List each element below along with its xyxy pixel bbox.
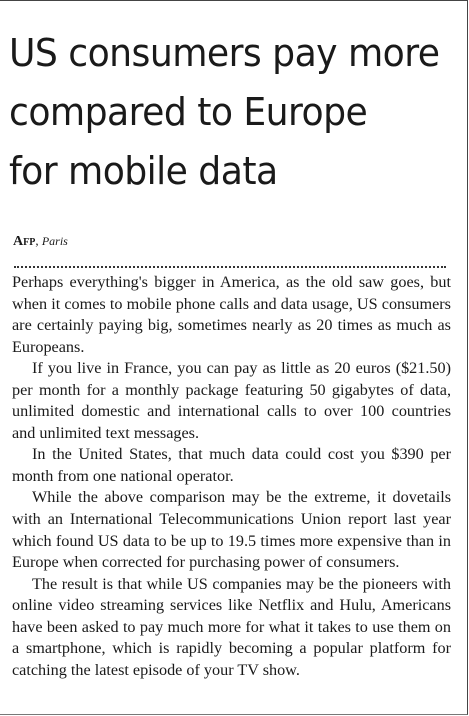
byline-city: Paris xyxy=(41,234,68,248)
headline-line-3: for mobile data xyxy=(9,149,278,194)
headline-line-1: US consumers pay more xyxy=(9,31,440,76)
paragraph-3: In the United States, that much data could cost you $390 per month from one national operator. xyxy=(12,445,451,485)
byline-agency: Afp xyxy=(13,234,36,249)
article-body xyxy=(12,272,451,681)
headline xyxy=(9,24,440,201)
paragraph-1: Perhaps everything's bigger in America, as the old saw goes, but when it comes to mobile phone calls and data usage, US consumers are certainly paying big, sometimes nearly as 20 times as much as Europeans. xyxy=(12,273,451,356)
byline xyxy=(13,233,68,250)
byline-separator: , xyxy=(35,233,39,248)
paragraph-2: If you live in France, you can pay as little as 20 euros ($21.50) per month for a monthly package featuring 50 gigabytes of data, unlimited domestic and international calls to over 100 countries and unlimited text messages. xyxy=(12,359,451,442)
paragraph-5: The result is that while US companies may be the pioneers with online video streaming services like Netflix and Hulu, Americans have been asked to pay much more for what it takes to use them on a smartphone, which is rapidly becoming a popular platform for catching the latest episode of your TV show. xyxy=(12,574,451,679)
dotted-divider xyxy=(14,266,446,268)
paragraph-4: While the above comparison may be the extreme, it dovetails with an International Telecommunications Union report last year which found US data to be up to 19.5 times more expensive than in Europe when corrected for purchasing power of consumers. xyxy=(12,488,451,572)
headline-line-2: compared to Europe xyxy=(9,90,368,135)
